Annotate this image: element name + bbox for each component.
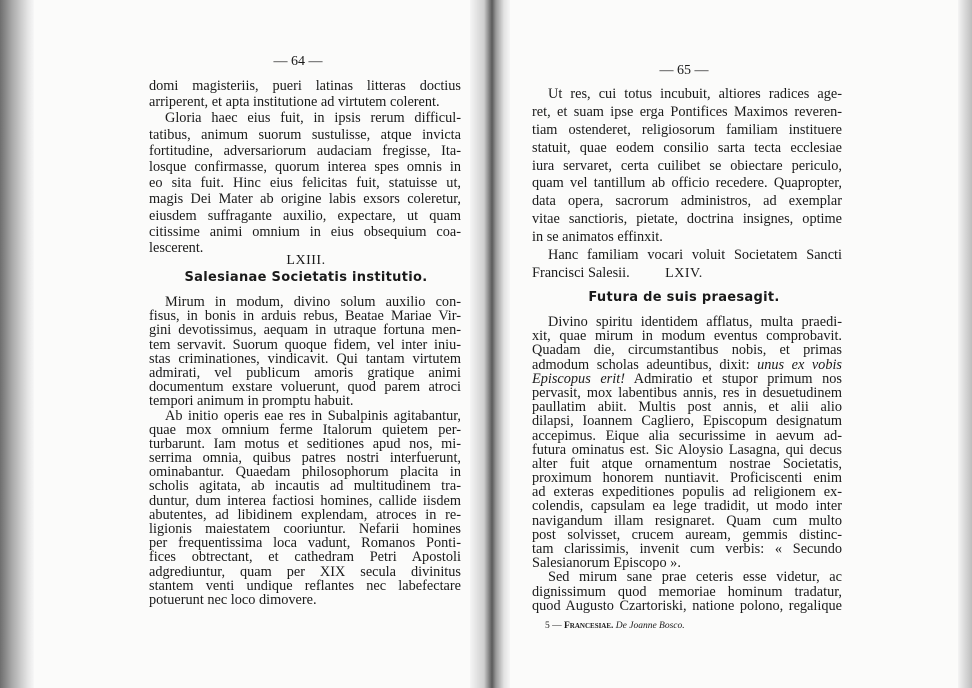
- text-line: scholis agitata, ab incautis ad multitudinem tra-: [149, 478, 461, 495]
- footnote-title: De Joanne Bosco.: [615, 621, 685, 631]
- text-line: eo sita fuit. Hinc eius felicitas fuit, statuisse ut,: [149, 175, 461, 192]
- text-line: Divino spiritu identidem afflatus, multa praedi-: [548, 314, 842, 330]
- page-number: — 65 —: [659, 63, 709, 78]
- text-line: quae mox omnium ferme Italorum quietem per-: [149, 421, 461, 438]
- text-line: documentum exstare voluerunt, quod parem atroci: [149, 379, 461, 396]
- text-line: tiam ostenderet, religiosorum familiam instituere: [532, 121, 842, 138]
- chapter-numeral: LXIII.: [286, 253, 326, 268]
- intro-text: [149, 78, 461, 256]
- text-line: dilapsi, Ioannem Cagliero, Episcopum designatum: [532, 413, 842, 430]
- text-line: Francisci Salesii.: [532, 264, 630, 281]
- text-line: ominabantur. Quaedam philosophorum placita in: [149, 464, 461, 481]
- text-line: duntur, dum interea factiosi homines, callide iisdem: [149, 492, 461, 509]
- book-gutter: [470, 0, 510, 688]
- text-line: fices obtrectant, et cathedram Petri Apostoli: [149, 549, 461, 566]
- text-span: Admiratio et stupor primum nos: [633, 370, 842, 387]
- footnote-author: Francesiae.: [564, 621, 614, 631]
- page-number: — 64 —: [273, 54, 323, 69]
- text-line: stas criminationes, vindicavit. Qui tantam virtutem: [149, 350, 461, 367]
- text-line: colendis, capsulam ea lege tradidit, ut modo inter: [532, 498, 842, 515]
- text-line: magis Dei Mater ab origine labis exsors coleretur,: [149, 191, 461, 208]
- text-line: citissime animi omnium in eius obsequium coa-: [149, 223, 461, 240]
- text-line: tempori animum in promptu habuit.: [149, 393, 354, 410]
- text-line: [532, 372, 842, 386]
- text-line: navigandum illam resignaret. Quam cum multo: [532, 512, 842, 529]
- text-line: fortitudine, adversariorum audaciam fregisse, Ita-: [149, 142, 461, 159]
- text-line: pervasit, mox labentibus annis, res in desuetudinem: [532, 384, 842, 401]
- text-line: [532, 358, 842, 372]
- text-line: Hanc familiam vocari voluit Societatem Sancti: [548, 247, 842, 264]
- text-line: arriperent, et apta institutione ad virtutem colerent.: [149, 94, 440, 111]
- text-line: dignissimum quod memoriae hominum tradatur,: [532, 583, 842, 600]
- text-line: adgrediuntur, quam per XIX secula divinitus: [149, 563, 461, 580]
- text-line: stantem venti undique reflantes nec labefectare: [149, 577, 461, 594]
- text-line: in se animatos effinxit.: [532, 229, 663, 246]
- text-line: lescerent.: [149, 239, 204, 256]
- text-line: potuerunt nec loco dimovere.: [149, 591, 317, 608]
- text-line: domi magisteriis, pueri latinas litteras doctius: [149, 78, 461, 94]
- text-line: Ab initio operis eae res in Subalpinis agitabantur,: [165, 407, 461, 424]
- text-line: turbarunt. Iam motus et seditiones apud nos, mi-: [149, 435, 461, 452]
- text-line: Mirum in modum, divino solum auxilio con-: [165, 294, 461, 310]
- scan-right-edge: [958, 0, 972, 688]
- italic-quote: Episcopus erit!: [532, 370, 625, 387]
- text-line: Quadam die, circumstantibus nobis, et primas: [532, 342, 842, 359]
- text-line: tem servavit. Suorum quoque fidem, vel inter iniu-: [149, 336, 461, 353]
- text-line: Sed mirum sane prae ceteris esse videtur, ac: [548, 569, 842, 586]
- text-line: tatibus, animum suorum sustulisse, atque invicta: [149, 126, 461, 143]
- body-text: [532, 314, 843, 614]
- text-line: iura servaret, certa cuilibet se obiectare periculo,: [532, 157, 842, 174]
- text-line: admirati, vel publicum amoris gratique animi: [149, 364, 461, 381]
- text-span: admodum scholas adeuntibus, dixit:: [532, 356, 750, 373]
- chapter-title: Salesianae Societatis institutio.: [184, 270, 428, 285]
- text-line: eiusdem suffragante auxilio, expectare, ut quam: [149, 207, 461, 224]
- text-line: alter fuit atque ornamentum nostrae Societatis,: [532, 455, 842, 472]
- text-line: fisus, in bonis in arduis rebus, Beatae Mariae Vir-: [149, 308, 461, 325]
- text-line: accepimus. Eique alia securissime in aevum ad-: [532, 427, 842, 444]
- text-line: futura ominatus est. Sic Aloysio Lasagna, qui decus: [532, 441, 842, 458]
- text-line: vitae sanctioris, pietate, doctrina insignes, optime: [532, 211, 842, 228]
- text-line: proximum honorem nuntiavit. Proficiscenti enim: [532, 470, 842, 487]
- text-line: serrima omnia, quibus patres nostri interfuerunt,: [149, 450, 461, 467]
- text-line: ad exteras expeditiones populis ad religionem ex-: [532, 484, 842, 501]
- text-line: data opera, sacrorum administros, ad exemplar: [532, 193, 842, 210]
- text-line: ligionis maiestatem cooriuntur. Nefarii homines: [149, 521, 461, 537]
- text-line: quam vel tantillum ab officio recedere. Quapropter,: [532, 175, 842, 192]
- text-line: ret, et suam ipse erga Pontifices Maximos reveren-: [532, 103, 842, 120]
- text-line: xit, quae mirum in modum eventus comprobavit.: [532, 328, 842, 345]
- text-line: paullatim abiit. Multis post annis, et alii alio: [532, 399, 842, 416]
- text-line: Salesianorum Episcopo ».: [532, 555, 681, 572]
- text-line: Gloria haec eius fuit, in ipsis rerum difficul-: [165, 110, 461, 127]
- italic-quote: unus ex vobis: [757, 356, 843, 373]
- text-line: statuit, quae eodem consilio sarta tecta ecclesiae: [532, 139, 842, 156]
- text-line: quod Augusto Czartoriski, natione polono, regalique: [532, 597, 842, 614]
- body-text: [149, 294, 461, 608]
- text-line: tam clarissimis, invenit cum verbis: « Secundo: [532, 541, 842, 557]
- text-line: post solvisset, crucem auream, gemmis distinc-: [532, 526, 842, 543]
- text-line: abutentes, ad libidinem explendam, atroces in re-: [149, 506, 461, 523]
- chapter-numeral: LXIV.: [665, 266, 703, 281]
- signature-mark: 5 —: [545, 621, 564, 631]
- text-line: per frequentissima loca vadunt, Romanos Ponti-: [149, 535, 461, 552]
- text-line: Ut res, cui totus incubuit, altiores radices age-: [548, 86, 842, 102]
- footnote: [545, 621, 685, 631]
- text-line: losque confirmasse, quorum interea spes omnis in: [149, 158, 461, 175]
- text-line: gini devotissimus, aequam in utraque fortuna men-: [149, 322, 461, 339]
- scan-left-edge: [0, 0, 34, 688]
- chapter-title: Futura de suis praesagit.: [588, 290, 780, 305]
